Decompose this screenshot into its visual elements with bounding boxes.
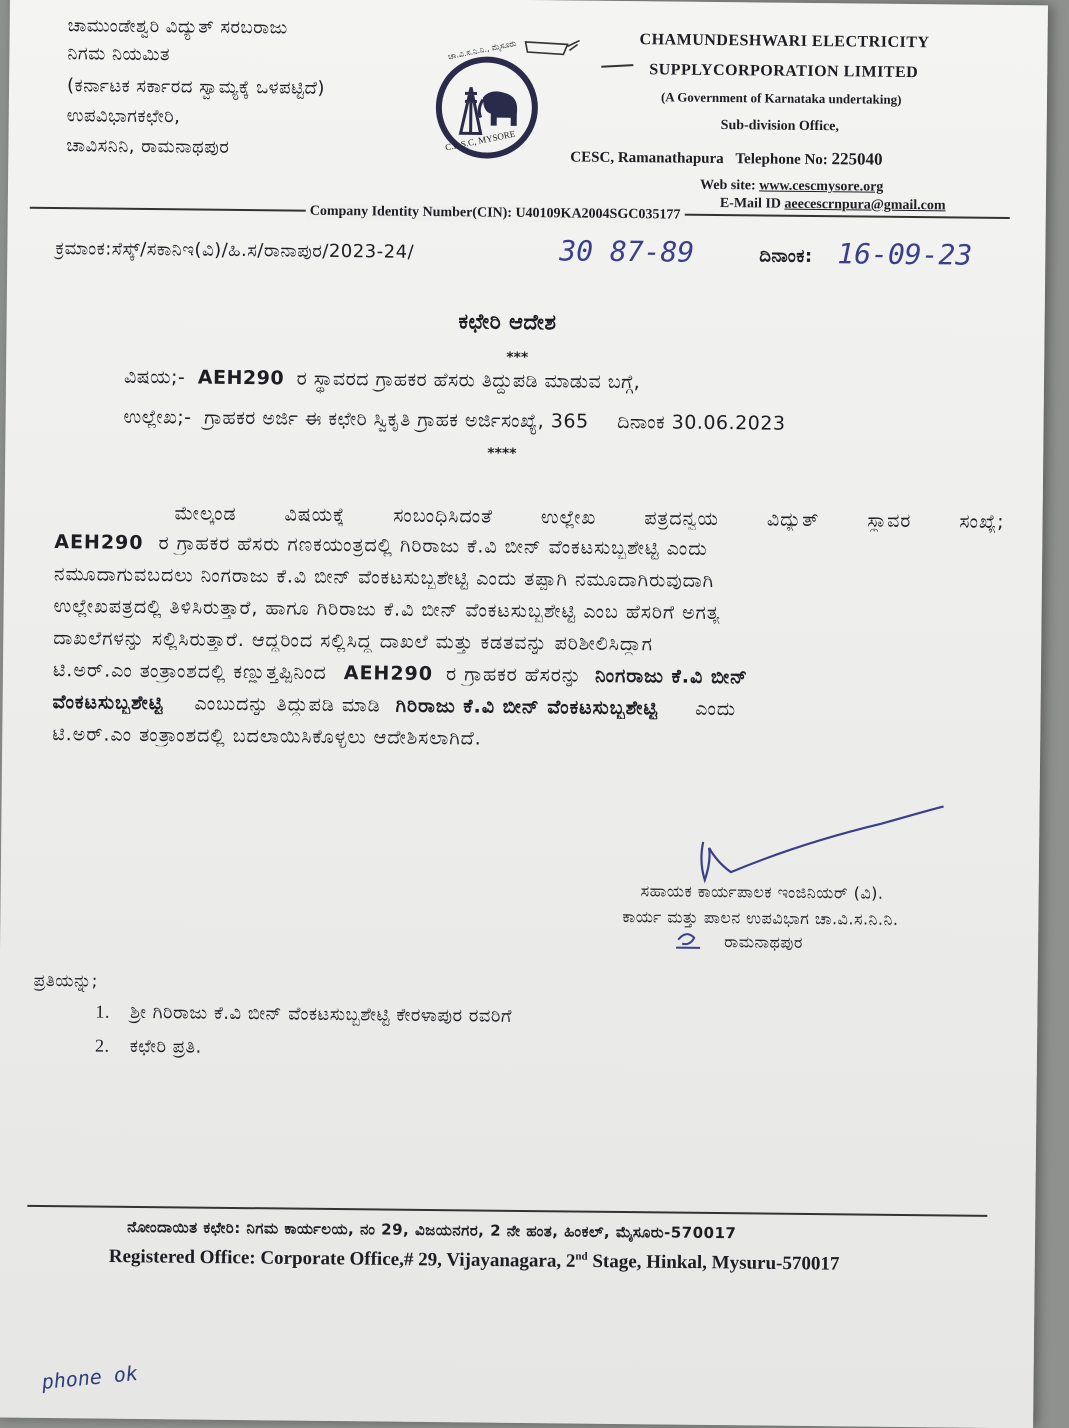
footer-english [109, 1246, 840, 1276]
body-line-6-a: ಟಿ.ಅರ್.ಎಂ ತಂತ್ರಾಂಶದಲ್ಲಿ ಕಣ್ಣುತ್ತಪ್ಪಿನಿಂದ [52, 659, 327, 684]
reference-row-date: ದಿನಾಂಕ 30.06.2023 [617, 410, 786, 435]
header-english-line-2: SUPPLYCORPORATION LIMITED [649, 61, 919, 82]
header-english-line-1: CHAMUNDESHWARI ELECTRICITY [639, 31, 930, 52]
body-line-7 [53, 691, 998, 723]
body-line-3: ನಮೂದಾಗುವಬದಲು ನಿಂಗರಾಜು ಕೆ.ವಿ ಬೀನ್ ವೆಂಕಟಸುಬ್ಬಶೇಟ್ಟಿ ಎಂದು ತಪ್ಪಾಗಿ ನಮೂದಾಗಿರುವುದಾಗಿ [53, 563, 715, 592]
stars-top: *** [506, 349, 529, 367]
logo-top-text: ಚಾ.ವಿ.ಸ.ನಿ.ನಿ., ಮೈಸೂರು [447, 38, 517, 62]
copy-item-2 [95, 1036, 202, 1058]
body-line-2 [54, 531, 999, 563]
reference-row-text: ಗ್ರಾಹಕರ ಅರ್ಜಿ ಈ ಕಛೇರಿ ಸ್ವಿಕೃತಿ ಗ್ರಾಹಕ ಅರ್ಜಿಸಂಖ್ಯೆ, 365 [204, 406, 589, 433]
body-line-1 [174, 502, 1004, 533]
footer-kannada: ನೋಂದಾಯಿತ ಕಛೇರಿ: ನಿಗಮ ಕಾರ್ಯಲಯ, ನಂ 29, ವಿಜಯನಗರ, 2 ನೇ ಹಂತ, ಹಿಂಕಲ್, ಮೈಸೂರು-570017 [127, 1217, 737, 1243]
footer-english-b: Stage, Hinkal, Mysuru-570017 [587, 1251, 840, 1275]
header-address-line [570, 146, 882, 169]
copy-item-1-text: ಶ್ರೀ ಗಿರಿರಾಜು ಕೆ.ವಿ ಬೀನ್ ವೆಂಕಟಸುಬ್ಬಶೇಟ್ಟಿ ಕೇರಳಾಪುರ ರವರಿಗೆ [130, 1001, 512, 1027]
copies-label: ಪ್ರತಿಯನ್ನು; [33, 970, 99, 992]
body-line-5: ದಾಖಲೆಗಳನ್ನು ಸಲ್ಲಿಸಿರುತ್ತಾರೆ. ಆದ್ದರಿಂದ ಸಲ್ಲಿಸಿದ್ದ ದಾಖಲೆ ಮತ್ತು ಕಡತವನ್ನು ಪರಿಶೀಲಿಸಿದ್ದಾಗ [53, 627, 654, 656]
telephone-label: Telephone No: [735, 151, 828, 169]
website-link[interactable]: www.cescmysore.org [759, 178, 884, 195]
footer-english-sup: nd [575, 1250, 588, 1263]
reference-row-label: ಉಲ್ಲೇಖ;- [123, 405, 192, 429]
header-address: CESC, Ramanathapura [570, 149, 724, 168]
page-title: ಕಛೇರಿ ಆದೇಶ [458, 309, 557, 335]
body-line-1-text: ಮೇಲ್ಕಂಡ ವಿಷಯಕ್ಕೆ ಸಂಬಂಧಿಸಿದಂತೆ ಉಲ್ಲೇಖ ಪತ್ರದನ್ವಯ ವಿದ್ಯುತ್ ಸ್ಥಾವರ ಸಂಖ್ಯೆ; [174, 502, 1005, 534]
date-label: ದಿನಾಂಕ: [759, 245, 813, 267]
copy-item-1 [95, 1002, 512, 1027]
header-english-line-3: (A Government of Karnataka undertaking) [660, 89, 902, 107]
handwritten-note: phone ok [40, 1360, 139, 1394]
body-line-6-b: ರ ಗ್ರಾಹಕರ ಹೆಸರನ್ನು [445, 663, 583, 687]
header-kannada-line-5: ಚಾವಿಸನಿನಿ, ರಾಮನಾಥಪುರ [66, 135, 230, 158]
telephone-number: 225040 [831, 149, 883, 169]
body-line-7-a: ಎಂಬುದನ್ನು ತಿದ್ದುಪಡಿ ಮಾಡಿ [194, 692, 381, 717]
reference-number-handwritten: 30 87-89 [559, 234, 695, 269]
header-kannada-line-1: ಚಾಮುಂಡೇಶ್ವರಿ ವಿದ್ಯುತ್ ಸರಬರಾಜು [67, 15, 288, 39]
header-kannada-line-4: ಉಪವಿಭಾಗಕಛೇರಿ, [66, 105, 181, 128]
signature-line-1: ಸಹಾಯಕ ಕಾರ್ಯಪಾಲಕ ಇಂಜಿನಿಯರ್ (ವಿ). [640, 881, 884, 903]
body-line-6 [53, 659, 998, 691]
reference-row [123, 406, 785, 435]
email-row [720, 196, 946, 214]
header-kannada-line-2: ನಿಗಮ ನಿಯಮಿತ [67, 43, 171, 66]
website-row [700, 178, 883, 196]
reference-label: ಕ್ರಮಾಂಕ:ಸೆಸ್ಕ್/ಸಕಾನಿಇ(ವಿ)/ಹಿ.ಸ/ರಾನಾಪುರ/2023-24/ [55, 238, 415, 263]
body-line-7-bold-1: ವೆಂಕಟಸುಬ್ಬಶೇಟ್ಟಿ [52, 691, 164, 715]
footer-divider [27, 1205, 987, 1217]
body-line-7-b: ಎಂದು [695, 697, 737, 721]
signature-line-3: ರಾಮನಾಥಪುರ [724, 932, 803, 952]
body-line-4: ಉಲ್ಲೇಖಪತ್ರದಲ್ಲಿ ತಿಳಿಸಿರುತ್ತಾರೆ, ಹಾಗೂ ಗಿರಿರಾಜು ಕೆ.ವಿ ಬೀನ್ ವೆಂಕಟಸುಬ್ಬಶೇಟ್ಟಿ ಎಂಬ ಹೆಸರಿಗೆ ಅಗತ್ಯ [53, 595, 721, 625]
website-label: Web site: [699, 177, 756, 194]
copy-item-2-text: ಕಛೇರಿ ಪ್ರತಿ. [129, 1035, 202, 1058]
body-line-2-code: AEH290 [54, 531, 144, 554]
stars-bottom: **** [487, 445, 517, 462]
date-handwritten: 16-09-23 [837, 237, 973, 272]
body-line-2-text: ರ ಗ್ರಾಹಕರ ಹೆಸರು ಗಣಕಯಂತ್ರದಲ್ಲಿ ಗಿರಿರಾಜು ಕೆ.ವಿ ಬೀನ್ ವೆಂಕಟಸುಬ್ಬಶೇಟ್ಟಿ ಎಂದು [158, 532, 708, 560]
copy-item-2-num: 2. [94, 1035, 110, 1056]
body-line-8: ಟಿ.ಅರ್.ಎಂ ತಂತ್ರಾಂಶದಲ್ಲಿ ಬದಲಾಯಿಸಿಕೊಳ್ಳಲು ಆದೇಶಿಸಲಾಗಿದೆ. [52, 723, 482, 750]
body-line-7-bold-2: ಗಿರಿರಾಜು ಕೆ.ವಿ ಬೀನ್ ವೆಂಕಟಸುಬ್ಬಶೇಟ್ಟಿ [395, 694, 659, 720]
signature-icon [681, 792, 982, 895]
subject-line [124, 366, 640, 393]
signature-line-2: ಕಾರ್ಯ ಮತ್ತು ಪಾಲನ ಉಪವಿಭಾಗ ಚಾ.ವಿ.ಸ.ನಿ.ನಿ. [622, 907, 899, 929]
pen-scribble-icon [517, 36, 637, 77]
header-kannada-line-3: (ಕರ್ನಾಟಕ ಸರ್ಕಾರದ ಸ್ವಾಮ್ಯಕ್ಕೆ ಒಳಪಟ್ಟಿದೆ) [66, 75, 326, 99]
footer-english-a: Registered Office: Corporate Office,# 29, Vijayanagara, 2 [108, 1245, 576, 1272]
logo-bottom-text: C.E.S.C, MYSORE [444, 128, 517, 153]
subject-code: AEH290 [197, 366, 285, 390]
subject-text: ರ ಸ್ಥಾವರದ ಗ್ರಾಹಕರ ಹೆಸರು ತಿದ್ದುಪಡಿ ಮಾಡುವ ಬಗ್ಗೆ, [296, 367, 641, 394]
cin-line: Company Identity Number(CIN): U40109KA2004SGC035177 [306, 204, 685, 224]
email-link[interactable]: aeecescrnpura@gmail.com [784, 196, 946, 214]
copy-item-1-num: 1. [95, 1001, 110, 1022]
body-line-6-bold: ನಿಂಗರಾಜು ಕೆ.ವಿ ಬೀನ್ [594, 664, 749, 689]
subject-label: ವಿಷಯ;- [123, 365, 186, 389]
initial-mark-icon [672, 926, 712, 956]
email-label: E-Mail ID [719, 196, 782, 212]
header-english-line-4: Sub-division Office, [720, 118, 840, 135]
body-line-6-code: AEH290 [343, 662, 434, 686]
